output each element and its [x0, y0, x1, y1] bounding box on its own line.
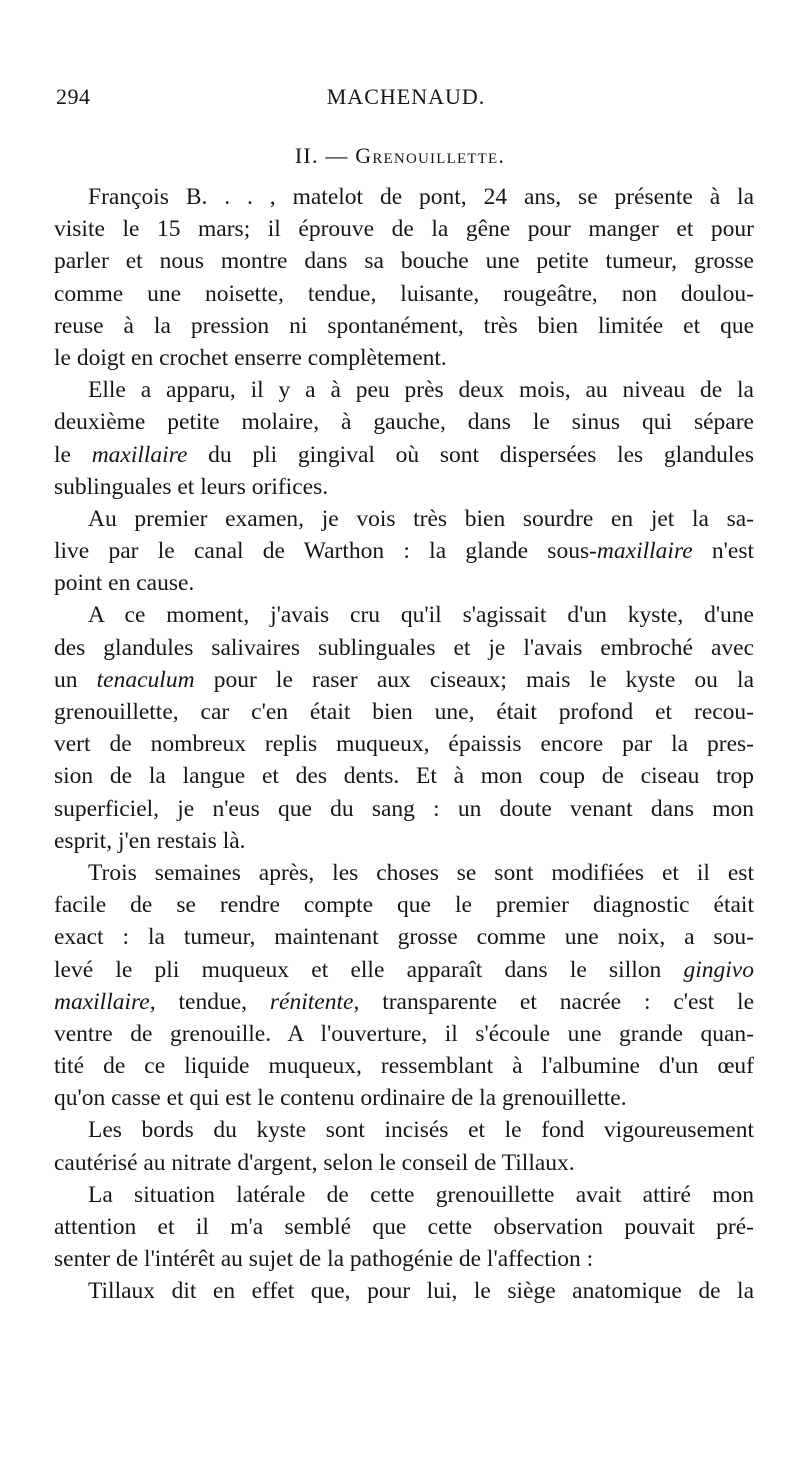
text-line: Au premier examen, je vois très bien sourdre en jet la sa- — [88, 505, 754, 532]
text-line: live par le canal de Warthon : la glande sous-maxillaire n'est — [54, 538, 755, 565]
text-line: visite le 15 mars; il éprouve de la gêne pour manger et pour — [54, 216, 754, 243]
italic-term: maxillaire — [596, 538, 693, 565]
text-line: maxillaire, tendue, rénitente, transparente et nacrée : c'est le — [54, 988, 754, 1015]
text-line: un tenaculum pour le raser aux ciseaux; mais le kyste ou la — [54, 666, 755, 693]
italic-term: maxillaire — [54, 988, 150, 1015]
section-dash: — — [325, 143, 349, 168]
paragraph — [54, 599, 754, 857]
page-number: 294 — [56, 84, 91, 109]
text-line: point en cause. — [54, 570, 195, 597]
text-line: senter de l'intérêt au sujet de la pathogénie de l'affection : — [54, 1246, 594, 1273]
section-heading — [0, 143, 800, 169]
text-line: Elle a apparu, il y a à peu près deux mois, au niveau de la — [88, 377, 754, 404]
section-title: Grenouillette. — [355, 143, 506, 168]
paragraph — [54, 181, 754, 374]
text-line: A ce moment, j'avais cru qu'il s'agissait d'un kyste, d'une — [88, 602, 754, 629]
text-line: Trois semaines après, les choses se sont modifiées et il est — [88, 859, 754, 886]
text-line: deuxième petite molaire, à gauche, dans le sinus qui sépare — [54, 409, 754, 436]
text-line: La situation latérale de cette grenouillette avait attiré mon — [88, 1181, 754, 1208]
text-line: le maxillaire du pli gingival où sont dispersées les glandules — [54, 441, 754, 468]
paragraph — [54, 1275, 754, 1307]
text-line: levé le pli muqueux et elle apparaît dans le sillon gingivo — [54, 956, 754, 983]
italic-term: gingivo — [683, 956, 754, 983]
paragraph — [54, 857, 754, 1115]
text-line: comme une noisette, tendue, luisante, rougeâtre, non doulou- — [54, 280, 754, 307]
text-line: François B. . . , matelot de pont, 24 ans, se présente à la — [88, 184, 754, 210]
paragraph — [54, 1114, 754, 1178]
text-line: attention et il m'a semblé que cette observation pouvait pré- — [54, 1214, 754, 1240]
text-line: qu'on casse et qui est le contenu ordinaire de la grenouillette. — [54, 1085, 627, 1112]
text-line: cautérisé au nitrate d'argent, selon le conseil de Tillaux. — [54, 1149, 575, 1176]
text-line: le doigt en crochet enserre complètement. — [54, 344, 447, 371]
running-head — [56, 84, 756, 114]
italic-term: maxillaire — [91, 441, 188, 468]
text-line: parler et nous montre dans sa bouche une petite tumeur, grosse — [54, 248, 754, 275]
italic-term: rénitente — [269, 988, 354, 1015]
paragraph — [54, 503, 754, 600]
text-line: des glandules salivaires sublinguales et je l'avais embroché avec — [54, 634, 754, 661]
section-number: II. — [294, 143, 319, 168]
body-text — [54, 181, 754, 1308]
text-line: exact : la tumeur, maintenant grosse comme une noix, a sou- — [54, 924, 754, 951]
text-line: ventre de grenouille. A l'ouverture, il s'écoule une grande quan- — [54, 1020, 754, 1047]
text-line: tité de ce liquide muqueux, ressemblant à l'albumine d'un œuf — [54, 1053, 754, 1080]
italic-term: tenaculum — [96, 666, 195, 693]
text-line: Les bords du kyste sont incisés et le fond vigoureusement — [88, 1117, 754, 1144]
text-line: esprit, j'en restais là. — [54, 827, 246, 854]
text-line: superficiel, je n'eus que du sang : un doute venant dans mon — [54, 795, 754, 822]
running-title: MACHENAUD. — [326, 84, 486, 109]
text-line: grenouillette, car c'en était bien une, était profond et recou- — [54, 699, 754, 725]
text-line: vert de nombreux replis muqueux, épaissis encore par la pres- — [54, 731, 754, 758]
text-line: sublinguales et leurs orifices. — [54, 473, 329, 500]
text-line: sion de la langue et des dents. Et à mon coup de ciseau trop — [54, 763, 754, 790]
paragraph — [54, 374, 754, 503]
text-line: facile de se rendre compte que le premier diagnostic était — [54, 892, 754, 919]
paragraph — [54, 1179, 754, 1276]
text-line: reuse à la pression ni spontanément, très bien limitée et que — [54, 312, 754, 339]
text-line: Tillaux dit en effet que, pour lui, le siège anatomique de la — [88, 1278, 754, 1305]
